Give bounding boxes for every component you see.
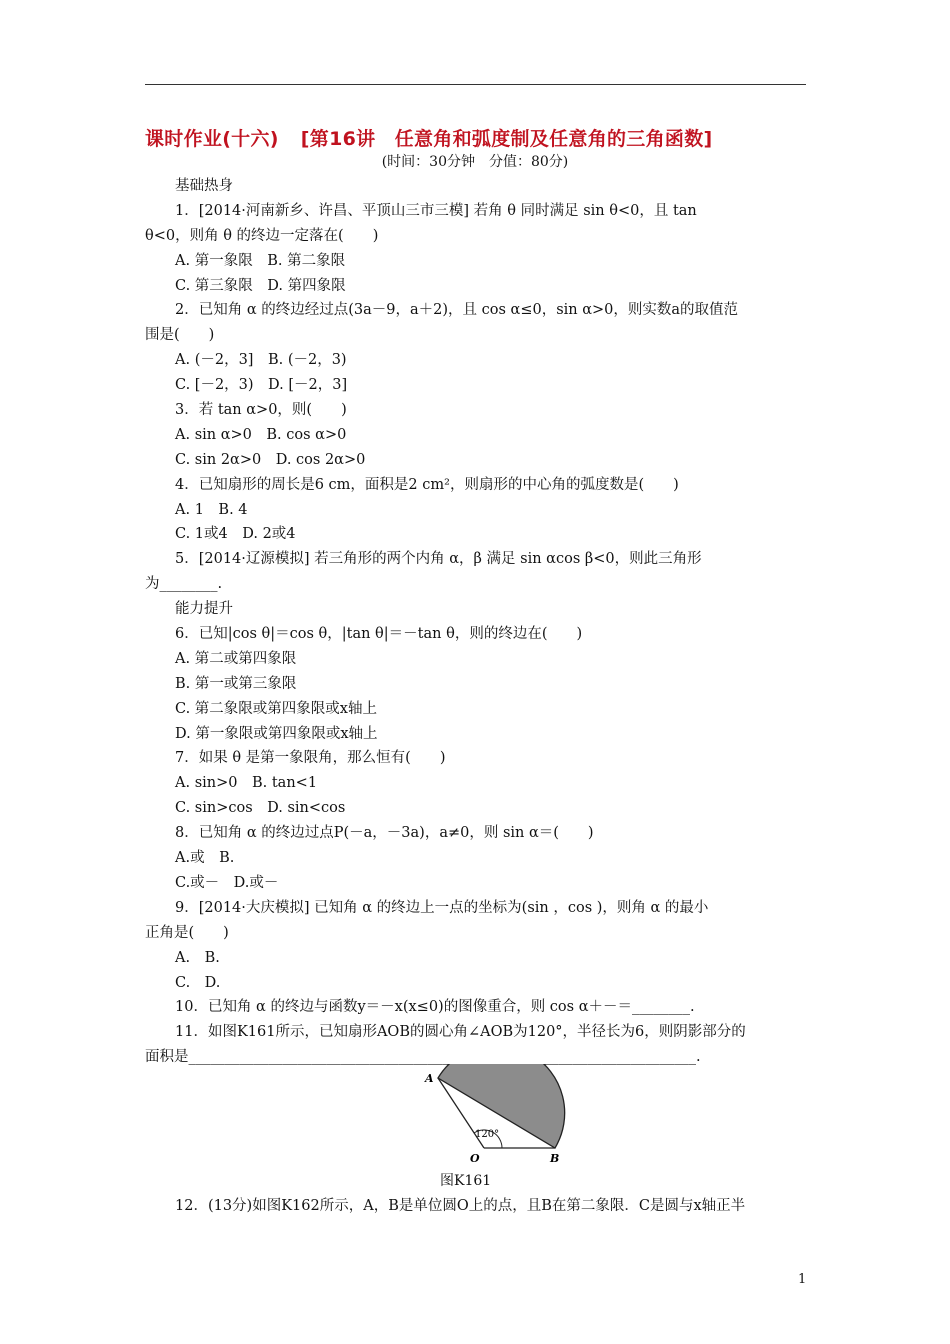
page-number: 1 bbox=[798, 1272, 807, 1287]
page-title bbox=[145, 124, 806, 151]
question-1-line-1: 1．[2014·河南新乡、许昌、平顶山三市三模] 若角 θ 同时满足 sin θ<0，且 tan bbox=[175, 202, 697, 219]
question-7-options-cd: C. sin>cos D. sin<cos bbox=[175, 800, 346, 817]
question-2-line-1: 2．已知角 α 的终边经过点(3a－9，a＋2)，且 cos α≤0，sin α>0，则实数a的取值范 bbox=[175, 302, 739, 319]
question-4-options-ab: A. 1 B. 4 bbox=[175, 501, 248, 518]
question-7: 7．如果 θ 是第一象限角，那么恒有( ) bbox=[175, 750, 446, 767]
question-6-option-d: D. 第一象限或第四象限或x轴上 bbox=[175, 725, 378, 742]
question-3-options-ab: A. sin α>0 B. cos α>0 bbox=[175, 426, 347, 443]
question-2-options-ab: A. (－2，3] B. (－2，3) bbox=[175, 352, 347, 369]
question-3: 3．若 tan α>0，则( ) bbox=[175, 402, 347, 419]
question-9-options-ab: A. B. bbox=[175, 949, 220, 966]
title-left: 课时作业(十六) bbox=[145, 128, 279, 150]
question-7-options-ab: A. sin>0 B. tan<1 bbox=[175, 775, 318, 792]
question-12: 12．(13分)如图K162所示，A，B是单位圆O上的点，且B在第二象限．C是圆与x轴正半 bbox=[175, 1198, 746, 1214]
point-o-label: O bbox=[470, 1152, 480, 1165]
question-6-option-b: B. 第一或第三象限 bbox=[175, 675, 297, 692]
section-basic: 基础热身 bbox=[175, 178, 233, 194]
question-9-line-2: 正角是( ) bbox=[145, 924, 229, 941]
question-9-line-1: 9．[2014·大庆模拟] 已知角 α 的终边上一点的坐标为(sin ，cos )，则角 α 的最小 bbox=[175, 899, 709, 916]
question-5-line-2: 为________. bbox=[145, 576, 223, 593]
question-11-line-2: 面积是______________________________________________________________________. bbox=[145, 1049, 701, 1066]
title-right: [第16讲 任意角和弧度制及任意角的三角函数] bbox=[300, 128, 713, 150]
question-6-option-a: A. 第二或第四象限 bbox=[175, 650, 297, 667]
section-ability: 能力提升 bbox=[175, 601, 233, 618]
question-10: 10．已知角 α 的终边与函数y＝－x(x≤0)的图像重合，则 cos α＋－＝________. bbox=[175, 999, 695, 1016]
point-b-label: B bbox=[550, 1152, 560, 1165]
question-9-options-cd: C. D. bbox=[175, 974, 221, 991]
point-a-label: A bbox=[425, 1072, 434, 1085]
question-1-options-ab: A. 第一象限 B. 第二象限 bbox=[175, 252, 346, 269]
question-1-options-cd: C. 第三象限 D. 第四象限 bbox=[175, 277, 346, 294]
question-8-options-cd: C.或－ D.或－ bbox=[175, 874, 279, 891]
angle-label: 120° bbox=[475, 1129, 500, 1140]
question-6: 6．已知|cos θ|＝cos θ，|tan θ|＝－tan θ，则的终边在( ) bbox=[175, 626, 583, 643]
question-2-options-cd: C. [－2，3) D. [－2，3] bbox=[175, 377, 348, 394]
question-8: 8．已知角 α 的终边过点P(－a，－3a)，a≠0，则 sin α＝( ) bbox=[175, 825, 594, 842]
question-4-options-cd: C. 1或4 D. 2或4 bbox=[175, 526, 296, 543]
question-8-options-ab: A.或 B. bbox=[175, 850, 235, 867]
question-4: 4．已知扇形的周长是6 cm，面积是2 cm²，则扇形的中心角的弧度数是( ) bbox=[175, 476, 679, 493]
sector-figure bbox=[420, 1064, 570, 1168]
exercise-body bbox=[145, 174, 810, 1070]
header-rule bbox=[145, 84, 806, 85]
question-5-line-1: 5．[2014·辽源模拟] 若三角形的两个内角 α，β 满足 sin αcos β<0，则此三角形 bbox=[175, 551, 702, 568]
question-11-line-1: 11．如图K161所示，已知扇形AOB的圆心角∠AOB为120°，半径长为6，则阴影部分的 bbox=[175, 1024, 746, 1041]
figure-caption: 图K161 bbox=[440, 1173, 492, 1189]
question-3-options-cd: C. sin 2α>0 D. cos 2α>0 bbox=[175, 451, 366, 468]
exercise-body-tail bbox=[145, 1194, 810, 1219]
question-1-line-2: θ<0，则角 θ 的终边一定落在( ) bbox=[145, 227, 379, 244]
question-2-line-2: 围是( ) bbox=[145, 327, 215, 344]
subtitle: (时间：30分钟 分值：80分) bbox=[381, 154, 569, 170]
question-6-option-c: C. 第二象限或第四象限或x轴上 bbox=[175, 700, 377, 717]
